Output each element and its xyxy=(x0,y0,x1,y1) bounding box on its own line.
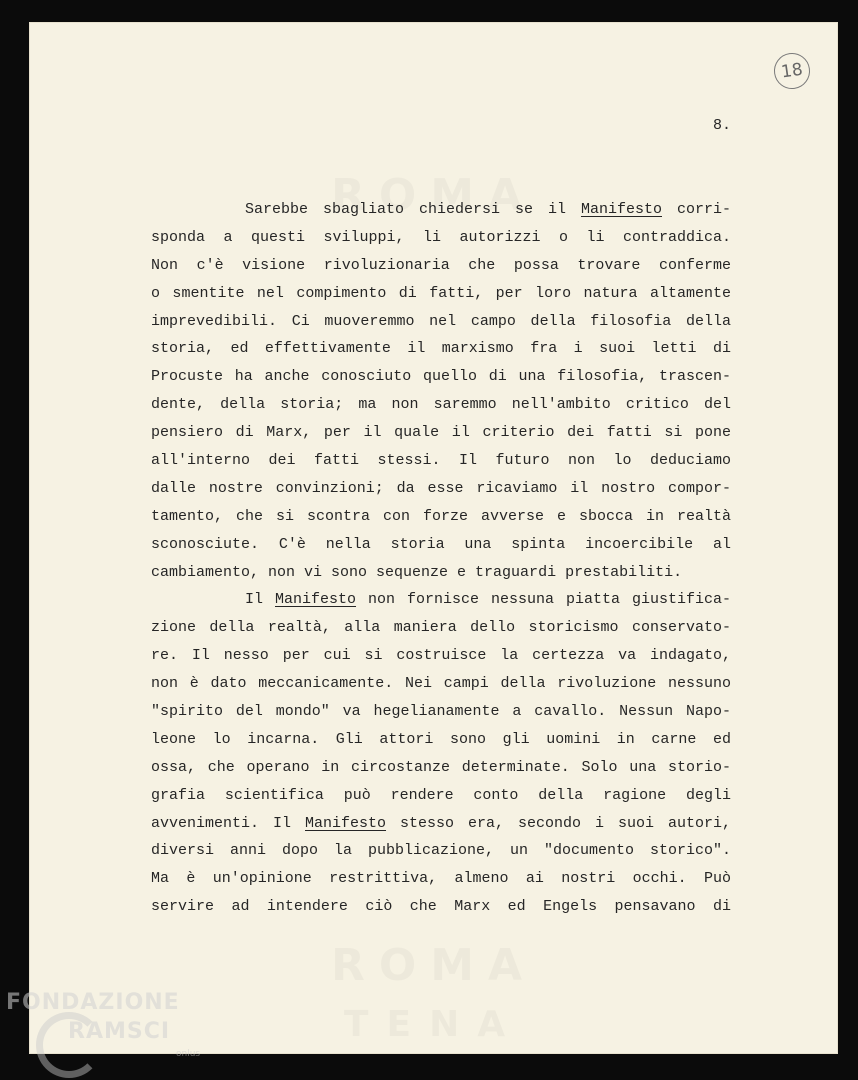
text-segment: sconosciute. C'è nella storia una spinta incoercibile al xyxy=(151,535,731,553)
text-segment: re. Il nesso per cui si costruisce la certezza va indagato, xyxy=(151,647,731,665)
text-line xyxy=(151,196,731,224)
text-line xyxy=(151,531,731,559)
text-segment: grafia scientifica può rendere conto della ragione degli xyxy=(151,786,731,804)
text-segment: servire ad intendere ciò che Marx ed Engels pensavano di xyxy=(151,898,731,916)
text-segment: Ma è un'opinione restrittiva, almeno ai nostri occhi. Può xyxy=(151,870,731,888)
underlined-title: Manifesto xyxy=(580,201,662,218)
text-segment: dente, della storia; ma non saremmo nell'ambito critico del xyxy=(151,396,731,414)
text-line xyxy=(151,280,731,308)
text-line xyxy=(151,642,731,670)
logo-line-1: FONDAZIONE xyxy=(6,990,180,1015)
text-line xyxy=(151,865,731,893)
archive-stamp-number: 18 xyxy=(779,59,805,83)
text-segment: corri- xyxy=(662,201,731,218)
text-line xyxy=(151,419,731,447)
text-line xyxy=(151,447,731,475)
text-segment: dalle nostre convinzioni; da esse ricaviamo il nostro compor- xyxy=(151,479,731,497)
text-segment: cambiamento, non vi sono sequenze e traguardi prestabiliti. xyxy=(151,563,683,581)
document-page xyxy=(29,22,838,1054)
text-segment: avvenimenti. Il xyxy=(151,814,305,832)
text-line xyxy=(151,698,731,726)
text-segment: storia, ed effettivamente il marxismo fra i suoi letti di xyxy=(151,340,731,358)
text-line xyxy=(151,837,731,865)
watermark-bottom xyxy=(29,940,838,991)
underlined-title: Manifesto xyxy=(275,591,357,609)
foundation-logo xyxy=(6,988,180,1046)
text-segment: leone lo incarna. Gli attori sono gli uomini in carne ed xyxy=(151,730,731,748)
text-segment: non fornisce nessuna piatta giustifica- xyxy=(356,591,731,609)
underlined-title: Manifesto xyxy=(305,814,387,832)
text-line xyxy=(151,893,731,921)
text-line xyxy=(151,252,731,280)
text-segment: non è dato meccanicamente. Nei campi della rivoluzione nessuno xyxy=(151,675,731,693)
text-line xyxy=(151,754,731,782)
text-segment: sponda a questi sviluppi, li autorizzi o li contraddica. xyxy=(151,228,731,246)
text-segment: ossa, che operano in circostanze determinate. Solo una storio- xyxy=(151,758,731,776)
logo-line-2: RAMSCI xyxy=(68,1019,171,1044)
text-line xyxy=(151,670,731,698)
paragraph xyxy=(151,196,731,586)
text-line xyxy=(151,614,731,642)
body-text xyxy=(151,196,731,921)
text-line xyxy=(151,363,731,391)
text-line xyxy=(151,726,731,754)
text-line xyxy=(151,308,731,336)
text-segment: stesso era, secondo i suoi autori, xyxy=(386,814,731,832)
text-segment: o smentite nel compimento di fatti, per loro natura altamente xyxy=(151,284,731,302)
logo-onlus: onlus xyxy=(176,1049,201,1059)
text-segment: Procuste ha anche conosciuto quello di una filosofia, trascen- xyxy=(151,368,731,386)
text-line xyxy=(151,810,731,838)
text-line xyxy=(151,559,731,587)
text-segment: Non c'è visione rivoluzionaria che possa trovare conferme xyxy=(151,256,731,274)
page-number: 8. xyxy=(713,117,732,134)
text-segment: "spirito del mondo" va hegelianamente a cavallo. Nessun Napo- xyxy=(151,703,731,721)
text-line xyxy=(151,335,731,363)
text-segment: pensiero di Marx, per il quale il criterio dei fatti si pone xyxy=(151,424,731,442)
text-line xyxy=(151,586,731,614)
archive-stamp xyxy=(772,51,813,92)
text-line xyxy=(151,391,731,419)
text-segment: all'interno dei fatti stessi. Il futuro non lo deduciamo xyxy=(151,452,731,470)
text-line xyxy=(151,475,731,503)
text-segment: diversi anni dopo la pubblicazione, un "documento storico". xyxy=(151,842,731,860)
text-segment: tamento, che si scontra con forze avverse e sbocca in realtà xyxy=(151,507,731,525)
paragraph xyxy=(151,586,731,921)
text-segment: imprevedibili. Ci muoveremmo nel campo della filosofia della xyxy=(151,312,731,330)
text-line xyxy=(151,224,731,252)
text-line xyxy=(151,503,731,531)
text-segment: Il xyxy=(245,591,275,609)
text-segment: Sarebbe sbagliato chiedersi se il xyxy=(245,201,581,218)
text-segment: zione della realtà, alla maniera dello storicismo conservato- xyxy=(151,619,731,637)
text-line xyxy=(151,782,731,810)
